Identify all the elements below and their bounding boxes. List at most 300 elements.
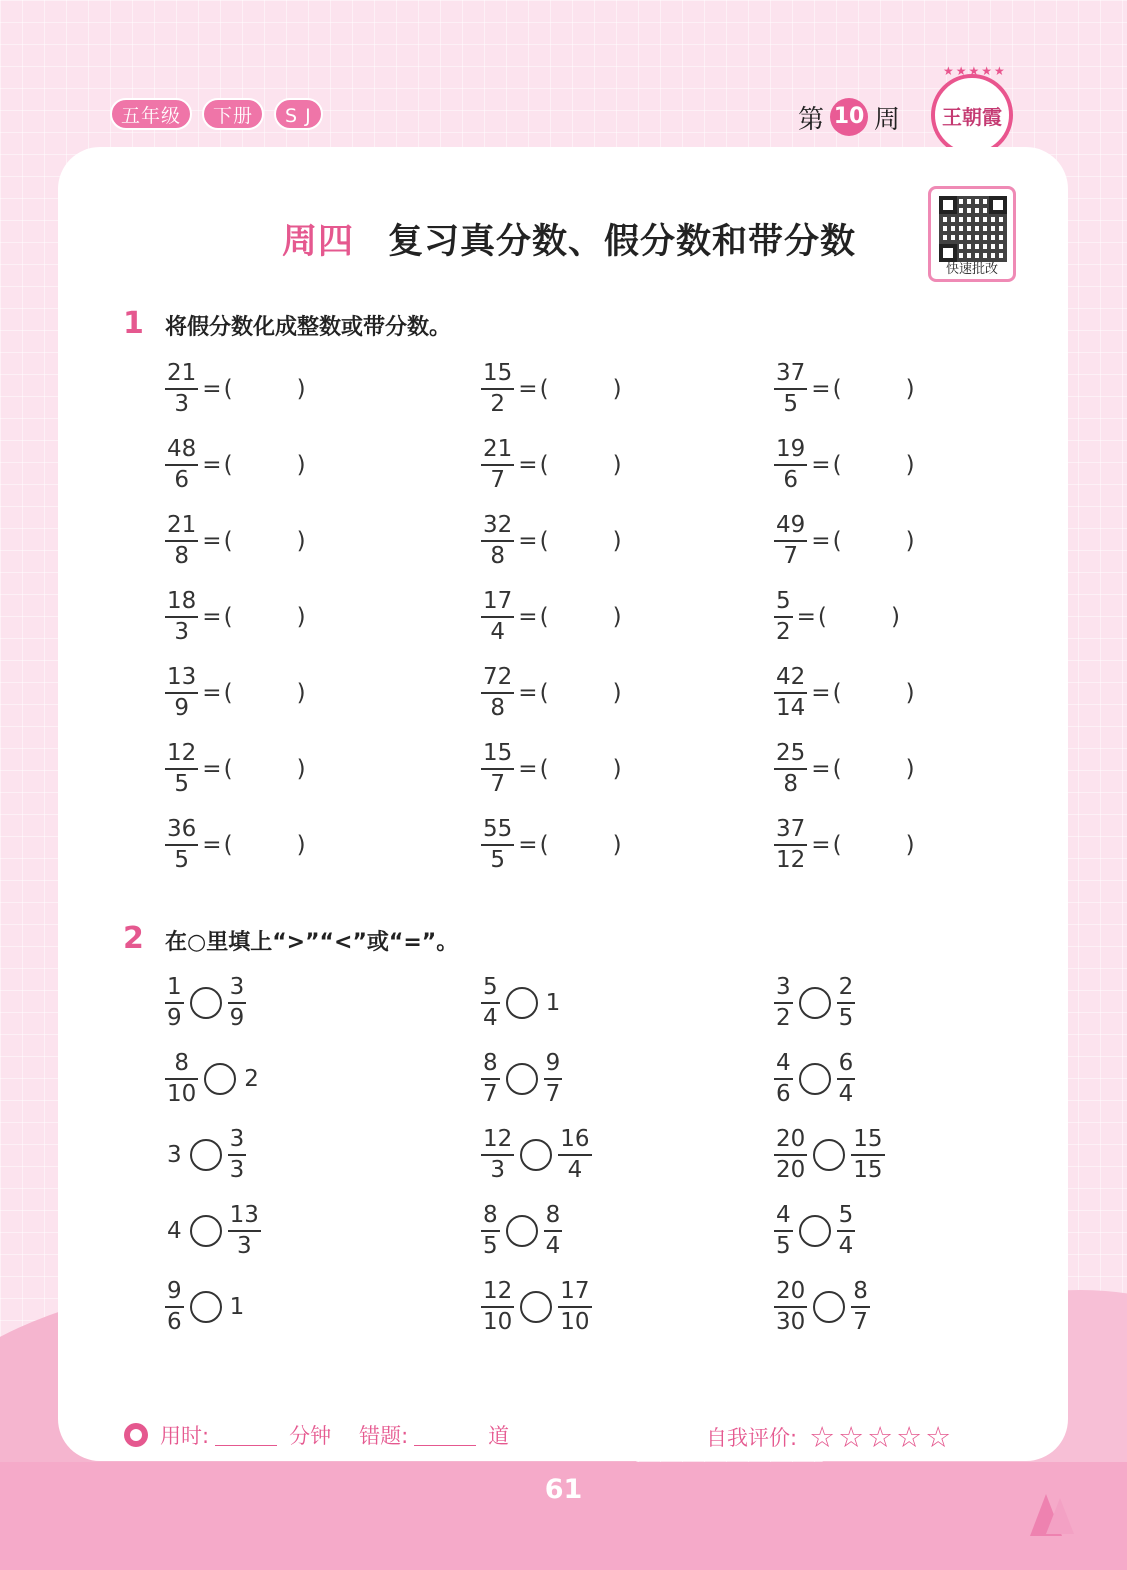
fraction-bar — [481, 1306, 514, 1308]
fraction — [774, 818, 807, 872]
denominator: 5 — [174, 771, 189, 797]
numerator: 3 — [229, 1126, 245, 1152]
equals-sign: = — [202, 452, 222, 478]
numerator: 8 — [853, 1278, 868, 1304]
compare-circle[interactable] — [190, 1291, 222, 1323]
fraction — [165, 438, 198, 492]
equals-sign: = — [811, 528, 831, 554]
denominator: 4 — [567, 1157, 583, 1183]
numerator: 48 — [167, 436, 197, 462]
open-paren: ( — [539, 452, 549, 478]
denominator: 12 — [776, 847, 806, 873]
fraction-bar — [774, 540, 807, 542]
fraction-bar — [165, 388, 198, 390]
fraction — [774, 438, 807, 492]
close-paren: ) — [296, 604, 306, 630]
open-paren: ( — [539, 376, 549, 402]
compare-circle[interactable] — [813, 1139, 845, 1171]
equals-sign: = — [811, 376, 831, 402]
open-paren: ( — [223, 832, 233, 858]
comparison-item — [774, 1280, 870, 1334]
denominator: 7 — [853, 1309, 868, 1335]
denominator: 6 — [167, 1309, 182, 1335]
worksheet-card — [58, 147, 1068, 1461]
denominator: 5 — [776, 1233, 791, 1259]
fraction — [481, 666, 514, 720]
whole-number: 4 — [167, 1218, 182, 1244]
qr-code[interactable] — [928, 186, 1016, 282]
open-paren: ( — [223, 376, 233, 402]
close-paren: ) — [612, 376, 622, 402]
page-number: 61 — [544, 1474, 583, 1505]
whole-number: 2 — [244, 1066, 259, 1092]
denominator: 15 — [853, 1157, 883, 1183]
equals-sign: = — [811, 680, 831, 706]
denominator: 2 — [776, 619, 791, 645]
denominator: 7 — [490, 467, 505, 493]
answer-blank[interactable] — [540, 452, 622, 478]
fraction — [544, 1052, 563, 1106]
answer-blank[interactable] — [540, 756, 622, 782]
fraction — [851, 1128, 884, 1182]
numerator: 3 — [776, 974, 791, 1000]
fraction — [165, 818, 198, 872]
answer-blank[interactable] — [224, 376, 306, 402]
denominator: 7 — [545, 1081, 561, 1107]
fraction-bar — [481, 464, 514, 466]
fraction — [774, 1204, 793, 1258]
numerator: 13 — [229, 1202, 259, 1228]
denominator: 10 — [560, 1309, 590, 1335]
fraction-bar — [774, 1306, 807, 1308]
fraction-bar — [774, 388, 807, 390]
close-paren: ) — [905, 452, 915, 478]
denominator: 6 — [776, 1081, 791, 1107]
brand-logo — [931, 64, 1013, 156]
answer-blank[interactable] — [224, 452, 306, 478]
equals-sign: = — [518, 680, 538, 706]
open-paren: ( — [223, 452, 233, 478]
rating-stars[interactable]: ☆☆☆☆☆ — [809, 1420, 955, 1454]
fraction-bar — [774, 1078, 793, 1080]
comparison-item — [774, 1128, 885, 1182]
close-paren: ) — [612, 832, 622, 858]
fraction-bar — [228, 1230, 261, 1232]
denominator: 10 — [483, 1309, 513, 1335]
close-paren: ) — [296, 832, 306, 858]
equals-sign: = — [811, 756, 831, 782]
open-paren: ( — [539, 604, 549, 630]
self-eval-label: 自我评价: — [706, 1426, 798, 1450]
fraction — [165, 1280, 184, 1334]
fraction-bar — [837, 1078, 856, 1080]
fraction — [481, 742, 514, 796]
equals-sign: = — [811, 452, 831, 478]
open-paren: ( — [832, 376, 842, 402]
fraction — [165, 590, 198, 644]
open-paren: ( — [832, 680, 842, 706]
equals-sign: = — [202, 528, 222, 554]
fraction — [774, 666, 807, 720]
equals-sign: = — [202, 832, 222, 858]
comparison-item — [165, 1128, 246, 1182]
fraction — [165, 976, 184, 1030]
numerator: 8 — [545, 1202, 561, 1228]
denominator: 9 — [174, 695, 189, 721]
section-instruction: 在○里填上“>”“<”或“=”。 — [165, 930, 459, 955]
title-day: 周四 — [282, 222, 355, 262]
fraction-bar — [837, 1002, 856, 1004]
fraction-bar — [481, 1154, 514, 1156]
section-number: 1 — [123, 306, 144, 341]
numerator: 15 — [483, 360, 513, 386]
close-paren: ) — [612, 528, 622, 554]
fraction-bar — [165, 1078, 198, 1080]
denominator: 4 — [838, 1081, 854, 1107]
numerator: 37 — [776, 360, 806, 386]
comparison-item — [481, 1128, 592, 1182]
fraction — [558, 1280, 591, 1334]
numerator: 20 — [776, 1126, 806, 1152]
numerator: 21 — [167, 512, 197, 538]
numerator: 8 — [483, 1050, 498, 1076]
fraction-bar — [481, 1078, 500, 1080]
close-paren: ) — [296, 528, 306, 554]
fraction-bar — [774, 616, 793, 618]
numerator: 36 — [167, 816, 197, 842]
time-blank[interactable] — [215, 1424, 277, 1446]
denominator: 2 — [490, 391, 505, 417]
fraction-bar — [544, 1230, 563, 1232]
answer-blank[interactable] — [224, 680, 306, 706]
denominator: 30 — [776, 1309, 806, 1335]
denominator: 5 — [783, 391, 798, 417]
numerator: 21 — [483, 436, 513, 462]
denominator: 4 — [545, 1233, 561, 1259]
compare-circle[interactable] — [506, 1063, 538, 1095]
compare-circle[interactable] — [204, 1063, 236, 1095]
errors-label: 错题: — [359, 1424, 409, 1448]
fraction-bar — [558, 1306, 591, 1308]
numerator: 5 — [483, 974, 498, 1000]
clock-icon — [124, 1423, 148, 1447]
numerator: 32 — [483, 512, 513, 538]
fraction — [837, 976, 856, 1030]
denominator: 10 — [167, 1081, 197, 1107]
answer-blank[interactable] — [540, 680, 622, 706]
fraction-bar — [228, 1002, 247, 1004]
conversion-item — [774, 514, 915, 568]
answer-blank[interactable] — [224, 756, 306, 782]
comparison-item — [481, 976, 562, 1030]
answer-blank[interactable] — [540, 528, 622, 554]
answer-blank[interactable] — [224, 528, 306, 554]
compare-circle[interactable] — [799, 1215, 831, 1247]
numerator: 12 — [483, 1278, 513, 1304]
fraction — [228, 1204, 261, 1258]
close-paren: ) — [296, 452, 306, 478]
fraction — [774, 976, 793, 1030]
fraction-bar — [774, 692, 807, 694]
fraction — [774, 514, 807, 568]
conversion-item — [481, 514, 622, 568]
numerator: 4 — [776, 1050, 791, 1076]
comparison-item — [165, 976, 246, 1030]
answer-blank[interactable] — [224, 604, 306, 630]
compare-circle[interactable] — [520, 1139, 552, 1171]
time-record — [124, 1420, 509, 1450]
denominator: 8 — [490, 543, 505, 569]
fraction — [481, 362, 514, 416]
fraction-bar — [165, 1002, 184, 1004]
open-paren: ( — [539, 832, 549, 858]
fraction — [165, 362, 198, 416]
denominator: 5 — [174, 847, 189, 873]
comparison-item — [481, 1052, 562, 1106]
answer-blank[interactable] — [540, 604, 622, 630]
close-paren: ) — [296, 756, 306, 782]
numerator: 42 — [776, 664, 806, 690]
fraction-bar — [774, 1154, 807, 1156]
numerator: 19 — [776, 436, 806, 462]
fraction — [481, 1052, 500, 1106]
numerator: 18 — [167, 588, 197, 614]
fraction-bar — [774, 844, 807, 846]
equals-sign: = — [202, 376, 222, 402]
equals-sign: = — [202, 756, 222, 782]
fraction — [837, 1052, 856, 1106]
answer-blank[interactable] — [833, 832, 915, 858]
conversion-item — [481, 666, 622, 720]
title-text: 复习真分数、假分数和带分数 — [388, 222, 857, 262]
fraction — [774, 590, 793, 644]
equals-sign: = — [518, 604, 538, 630]
conversion-item — [481, 362, 622, 416]
fraction-bar — [165, 844, 198, 846]
fraction-bar — [481, 844, 514, 846]
answer-blank[interactable] — [540, 832, 622, 858]
fraction-bar — [228, 1154, 247, 1156]
compare-circle[interactable] — [799, 987, 831, 1019]
fraction-bar — [481, 1230, 500, 1232]
whole-number: 3 — [167, 1142, 182, 1168]
comparison-item — [165, 1280, 246, 1334]
fraction — [481, 590, 514, 644]
denominator: 5 — [838, 1005, 854, 1031]
conversion-item — [165, 742, 306, 796]
comparison-item — [481, 1204, 562, 1258]
numerator: 37 — [776, 816, 806, 842]
equals-sign: = — [518, 756, 538, 782]
answer-blank[interactable] — [540, 376, 622, 402]
fraction-bar — [851, 1306, 870, 1308]
fraction-bar — [165, 692, 198, 694]
close-paren: ) — [905, 680, 915, 706]
compare-circle[interactable] — [190, 987, 222, 1019]
numerator: 21 — [167, 360, 197, 386]
close-paren: ) — [612, 452, 622, 478]
equals-sign: = — [518, 832, 538, 858]
week-prefix: 第 — [798, 104, 825, 135]
compare-circle[interactable] — [520, 1291, 552, 1323]
numerator: 1 — [167, 974, 182, 1000]
open-paren: ( — [832, 832, 842, 858]
numerator: 15 — [483, 740, 513, 766]
week-suffix: 周 — [874, 104, 901, 135]
denominator: 20 — [776, 1157, 806, 1183]
denominator: 8 — [783, 771, 798, 797]
comparison-item — [165, 1204, 261, 1258]
grade-tags — [110, 98, 323, 130]
comparison-item — [774, 976, 855, 1030]
answer-blank[interactable] — [833, 756, 915, 782]
whole-number: 1 — [545, 990, 561, 1016]
fraction-bar — [481, 540, 514, 542]
fraction — [165, 1052, 198, 1106]
conversion-item — [165, 362, 306, 416]
answer-blank[interactable] — [833, 680, 915, 706]
week-number: 10 — [830, 98, 868, 136]
close-paren: ) — [612, 756, 622, 782]
conversion-item — [481, 590, 622, 644]
numerator: 9 — [545, 1050, 561, 1076]
fraction-bar — [851, 1154, 884, 1156]
conversion-item — [481, 438, 622, 492]
fraction-bar — [774, 464, 807, 466]
section-instruction: 将假分数化成整数或带分数。 — [165, 315, 452, 340]
numerator: 25 — [776, 740, 806, 766]
fraction — [481, 438, 514, 492]
numerator: 8 — [483, 1202, 498, 1228]
section-number: 2 — [123, 921, 144, 956]
numerator: 12 — [483, 1126, 513, 1152]
conversion-item — [481, 742, 622, 796]
time-unit: 分钟 — [289, 1424, 332, 1448]
fraction-bar — [481, 768, 514, 770]
self-evaluation — [706, 1420, 954, 1454]
conversion-item — [165, 666, 306, 720]
denominator: 2 — [776, 1005, 791, 1031]
numerator: 15 — [853, 1126, 883, 1152]
numerator: 4 — [776, 1202, 791, 1228]
star-icon: ★★★★★ — [943, 64, 1007, 78]
brand-logo-text: 王朝霞 — [942, 104, 1002, 129]
close-paren: ) — [905, 756, 915, 782]
fraction — [774, 1128, 807, 1182]
fraction — [544, 1204, 563, 1258]
compare-circle[interactable] — [190, 1139, 222, 1171]
denominator: 4 — [483, 1005, 498, 1031]
answer-blank[interactable] — [833, 376, 915, 402]
denominator: 8 — [490, 695, 505, 721]
numerator: 5 — [838, 1202, 854, 1228]
fraction-bar — [165, 540, 198, 542]
errors-blank[interactable] — [414, 1424, 476, 1446]
denominator: 9 — [167, 1005, 182, 1031]
fraction-bar — [544, 1078, 563, 1080]
equals-sign: = — [811, 832, 831, 858]
answer-blank[interactable] — [818, 604, 900, 630]
equals-sign: = — [518, 452, 538, 478]
equals-sign: = — [518, 528, 538, 554]
equals-sign: = — [518, 376, 538, 402]
fraction-bar — [165, 616, 198, 618]
numerator: 16 — [560, 1126, 590, 1152]
equals-sign: = — [202, 680, 222, 706]
conversion-item — [774, 438, 915, 492]
fraction — [774, 1280, 807, 1334]
numerator: 12 — [167, 740, 197, 766]
numerator: 55 — [483, 816, 513, 842]
week-indicator — [798, 98, 900, 136]
numerator: 17 — [483, 588, 513, 614]
compare-circle[interactable] — [506, 987, 538, 1019]
qr-label: 快速批改 — [945, 262, 998, 277]
fraction-bar — [774, 1230, 793, 1232]
edition-tag: S J — [274, 98, 323, 130]
fraction-bar — [774, 1002, 793, 1004]
fraction — [228, 1128, 247, 1182]
close-paren: ) — [905, 832, 915, 858]
qr-corner — [989, 196, 1007, 214]
numerator: 3 — [229, 974, 245, 1000]
whole-number: 1 — [229, 1294, 245, 1320]
open-paren: ( — [539, 528, 549, 554]
fraction — [481, 976, 500, 1030]
time-label: 用时: — [160, 1424, 210, 1448]
numerator: 20 — [776, 1278, 806, 1304]
fraction — [558, 1128, 591, 1182]
compare-circle[interactable] — [813, 1291, 845, 1323]
answer-blank[interactable] — [833, 528, 915, 554]
compare-circle[interactable] — [190, 1215, 222, 1247]
equals-sign: = — [796, 604, 816, 630]
compare-circle[interactable] — [506, 1215, 538, 1247]
fraction — [481, 818, 514, 872]
close-paren: ) — [905, 528, 915, 554]
denominator: 6 — [783, 467, 798, 493]
conversion-item — [481, 818, 622, 872]
fraction — [481, 1128, 514, 1182]
fraction-bar — [481, 616, 514, 618]
page-title — [282, 214, 856, 264]
comparison-item — [774, 1052, 855, 1106]
fraction — [228, 976, 247, 1030]
denominator: 6 — [174, 467, 189, 493]
numerator: 49 — [776, 512, 806, 538]
fraction-bar — [774, 768, 807, 770]
equals-sign: = — [202, 604, 222, 630]
errors-unit: 道 — [488, 1424, 510, 1448]
answer-blank[interactable] — [224, 832, 306, 858]
close-paren: ) — [905, 376, 915, 402]
denominator: 7 — [483, 1081, 498, 1107]
numerator: 6 — [838, 1050, 854, 1076]
fraction-bar — [481, 388, 514, 390]
conversion-item — [165, 514, 306, 568]
conversion-item — [774, 742, 915, 796]
open-paren: ( — [223, 680, 233, 706]
compare-circle[interactable] — [799, 1063, 831, 1095]
answer-blank[interactable] — [833, 452, 915, 478]
fraction — [774, 742, 807, 796]
qr-corner — [939, 196, 957, 214]
close-paren: ) — [612, 680, 622, 706]
open-paren: ( — [832, 528, 842, 554]
denominator: 3 — [490, 1157, 505, 1183]
fraction-bar — [558, 1154, 591, 1156]
numerator: 2 — [838, 974, 854, 1000]
